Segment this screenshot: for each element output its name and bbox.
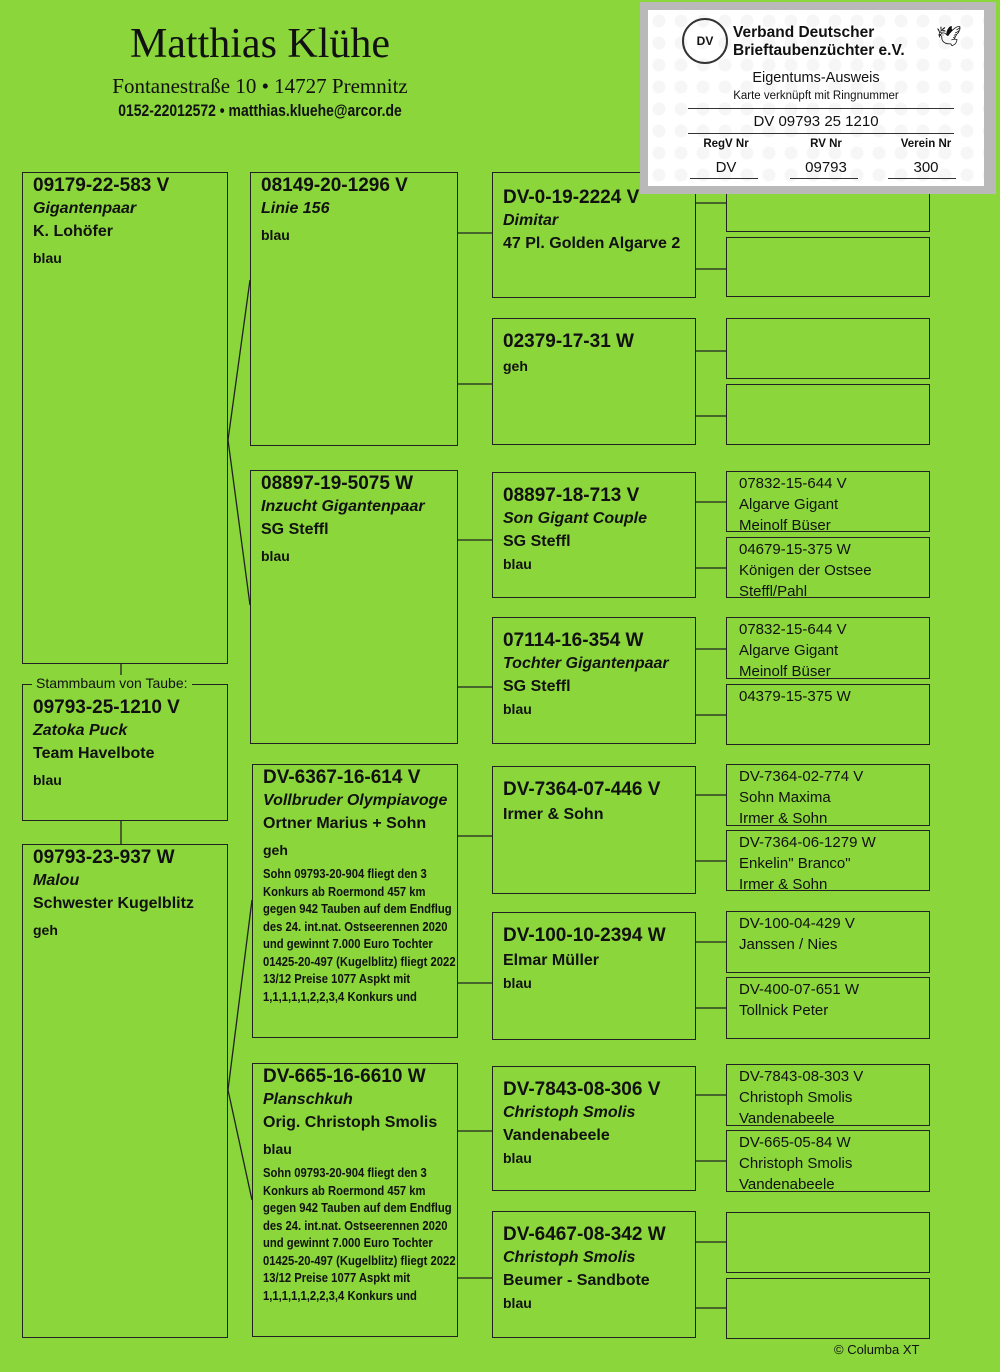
gen3-owner: SG Steffl [503, 678, 571, 695]
gen2-box [250, 470, 458, 744]
gen3-name: Son Gigant Couple [503, 510, 647, 527]
gen4-box [726, 471, 930, 532]
gen3-name: Dimitar [503, 212, 559, 229]
gen3-color: blau [503, 1295, 532, 1311]
gen3-ring: DV-6467-08-342 W [503, 1224, 666, 1245]
gen4-line: Enkelin" Branco" [739, 855, 851, 872]
card-divider [688, 108, 954, 109]
mother-name: Malou [33, 872, 80, 889]
gen3-owner: Irmer & Sohn [503, 806, 604, 823]
gen4-line: Meinolf Büser [739, 517, 831, 532]
gen2-owner: SG Steffl [261, 521, 329, 538]
gen4-box [726, 318, 930, 379]
breeder-address: Fontanestraße 10 • 14727 Premnitz [112, 74, 408, 98]
gen4-line: Vandenabeele [739, 1110, 835, 1126]
father-owner: K. Lohöfer [33, 223, 113, 240]
card-divider [690, 178, 758, 179]
gen2-box [250, 172, 458, 446]
regv-label: RegV Nr [703, 138, 749, 150]
gen3-box [492, 912, 696, 1040]
gen2-ring: DV-665-16-6610 W [263, 1066, 426, 1087]
gen4-line: Irmer & Sohn [739, 876, 828, 891]
gen4-line: Steffl/Pahl [739, 583, 808, 598]
gen4-box [726, 1212, 930, 1273]
ownership-card [640, 2, 996, 194]
gen4-ring: DV-7843-08-303 V [739, 1068, 864, 1085]
card-divider [688, 133, 954, 134]
gen2-owner: Ortner Marius + Sohn [263, 815, 427, 832]
regv-value: DV [715, 159, 737, 176]
gen2-name: Planschkuh [263, 1091, 353, 1108]
gen2-name: Vollbruder Olympiavoge [263, 792, 448, 809]
gen4-line: Christoph Smolis [739, 1155, 853, 1172]
verband-logo-icon: DV [682, 18, 728, 64]
gen4-ring: 04379-15-375 W [739, 688, 851, 705]
rv-value: 09793 [805, 159, 847, 176]
gen3-box [492, 617, 696, 744]
mother-owner: Schwester Kugelblitz [33, 895, 194, 912]
gen3-owner: 47 Pl. Golden Algarve 2 [503, 235, 681, 252]
subject-ring: 09793-25-1210 V [33, 697, 180, 718]
copyright: © Columba XT [834, 1342, 920, 1357]
gen2-box [252, 1063, 458, 1337]
gen3-owner: Elmar Müller [503, 952, 600, 969]
gen4-ring: DV-100-04-429 V [739, 915, 855, 932]
subject-box [22, 684, 228, 821]
gen4-line: Janssen / Nies [739, 936, 838, 953]
father-name: Gigantenpaar [33, 200, 137, 217]
gen3-box [492, 1211, 696, 1338]
gen4-line: Tollnick Peter [739, 1002, 829, 1019]
verein-value: 300 [913, 159, 939, 176]
subject-owner: Team Havelbote [33, 745, 155, 762]
gen3-ring: 08897-18-713 V [503, 485, 640, 506]
subject-label: Stammbaum von Taube: [32, 675, 192, 691]
mother-color: geh [33, 922, 58, 938]
gen3-color: geh [503, 358, 528, 374]
card-ring-number: DV 09793 25 1210 [753, 113, 879, 130]
gen2-name: Linie 156 [261, 200, 330, 217]
gen4-ring: DV-400-07-651 W [739, 981, 860, 998]
gen4-ring: 04679-15-375 W [739, 541, 851, 558]
gen4-box [726, 977, 930, 1039]
rv-label: RV Nr [810, 138, 842, 150]
gen4-line: Meinolf Büser [739, 663, 831, 679]
gen4-box [726, 911, 930, 973]
father-ring: 09179-22-583 V [33, 175, 170, 196]
gen3-owner: SG Steffl [503, 533, 571, 550]
breeder-name: Matthias Klühe [129, 21, 391, 67]
gen3-ring: 02379-17-31 W [503, 331, 634, 352]
gen3-name: Tochter Gigantenpaar [503, 655, 669, 672]
gen3-color: blau [503, 556, 532, 572]
gen4-ring: 07832-15-644 V [739, 475, 847, 492]
card-title: Eigentums-Ausweis [752, 70, 880, 86]
gen4-box [726, 830, 930, 891]
gen3-ring: DV-7364-07-446 V [503, 779, 661, 800]
gen4-line: Irmer & Sohn [739, 810, 828, 826]
gen4-ring: DV-665-05-84 W [739, 1134, 851, 1151]
gen3-box [492, 766, 696, 894]
gen4-line: Sohn Maxima [739, 789, 831, 806]
gen3-ring: DV-100-10-2394 W [503, 925, 666, 946]
card-org-line2: Brieftaubenzüchter e.V. [733, 42, 905, 59]
gen3-box [492, 318, 696, 445]
gen4-box [726, 617, 930, 679]
gen4-line: Algarve Gigant [739, 496, 839, 513]
gen4-box [726, 537, 930, 598]
gen2-name: Inzucht Gigantenpaar [261, 498, 425, 515]
gen4-box [726, 1130, 930, 1192]
gen4-ring: DV-7364-02-774 V [739, 768, 864, 785]
gen3-name: Christoph Smolis [503, 1104, 636, 1121]
card-divider [888, 178, 956, 179]
gen4-line: Algarve Gigant [739, 642, 839, 659]
pigeon-icon: 🕊 [936, 26, 962, 48]
gen2-color: geh [263, 842, 288, 858]
gen4-ring: 07832-15-644 V [739, 621, 847, 638]
gen4-box [726, 764, 930, 826]
gen4-box [726, 1278, 930, 1339]
gen4-box [726, 237, 930, 297]
gen4-line: Christoph Smolis [739, 1089, 853, 1106]
gen4-box [726, 384, 930, 445]
gen3-box [492, 1066, 696, 1191]
gen3-color: blau [503, 975, 532, 991]
mother-box [22, 844, 228, 1338]
subject-name: Zatoka Puck [33, 722, 128, 739]
gen2-ring: DV-6367-16-614 V [263, 767, 421, 788]
gen2-owner: Orig. Christoph Smolis [263, 1114, 438, 1131]
gen3-name: Christoph Smolis [503, 1249, 636, 1266]
gen2-color: blau [261, 227, 290, 243]
gen4-ring: DV-7364-06-1279 W [739, 834, 876, 851]
gen3-owner: Vandenabeele [503, 1127, 610, 1144]
card-subtitle: Karte verknüpft mit Ringnummer [733, 90, 899, 102]
gen2-ring: 08149-20-1296 V [261, 175, 408, 196]
gen3-color: blau [503, 1150, 532, 1166]
mother-ring: 09793-23-937 W [33, 847, 175, 868]
subject-color: blau [33, 772, 62, 788]
gen4-box [726, 1064, 930, 1126]
verein-label: Verein Nr [900, 138, 952, 150]
gen4-line: Vandenabeele [739, 1176, 835, 1192]
card-divider [790, 178, 858, 179]
gen2-ring: 08897-19-5075 W [261, 473, 414, 494]
gen3-ring: 07114-16-354 W [503, 630, 644, 651]
gen2-color: blau [263, 1141, 292, 1157]
father-color: blau [33, 250, 62, 266]
gen2-box [252, 764, 458, 1038]
gen4-line: Königen der Ostsee [739, 562, 872, 579]
gen3-owner: Beumer - Sandbote [503, 1272, 650, 1289]
gen3-box [492, 472, 696, 598]
gen3-ring: DV-0-19-2224 V [503, 187, 640, 208]
gen2-note: Sohn 09793-20-904 fliegt den 3 Konkurs ab Roermond 457 km gegen 942 Tauben auf dem Endflug des 24. int.nat. Ostseerennen 2020 und gewinnt 7.000 Euro Tochter 01425-20-497 (Kugelblitz) fliegt 2022 13/12 Preise 1077 Aspkt mit 1,1,1,1,1,2,2,3,4 Konkurs und [263, 867, 456, 1004]
gen2-color: blau [261, 548, 290, 564]
gen3-ring: DV-7843-08-306 V [503, 1079, 661, 1100]
gen3-color: blau [503, 701, 532, 717]
breeder-contact: 0152-22012572 • matthias.kluehe@arcor.de [118, 101, 402, 120]
card-org-line1: Verband Deutscher [733, 24, 875, 41]
father-box [22, 172, 228, 664]
gen2-note: Sohn 09793-20-904 fliegt den 3 Konkurs ab Roermond 457 km gegen 942 Tauben auf dem Endflug des 24. int.nat. Ostseerennen 2020 und gewinnt 7.000 Euro Tochter 01425-20-497 (Kugelblitz) fliegt 2022 13/12 Preise 1077 Aspkt mit 1,1,1,1,1,2,2,3,4 Konkurs und [263, 1166, 456, 1303]
gen4-box [726, 684, 930, 745]
